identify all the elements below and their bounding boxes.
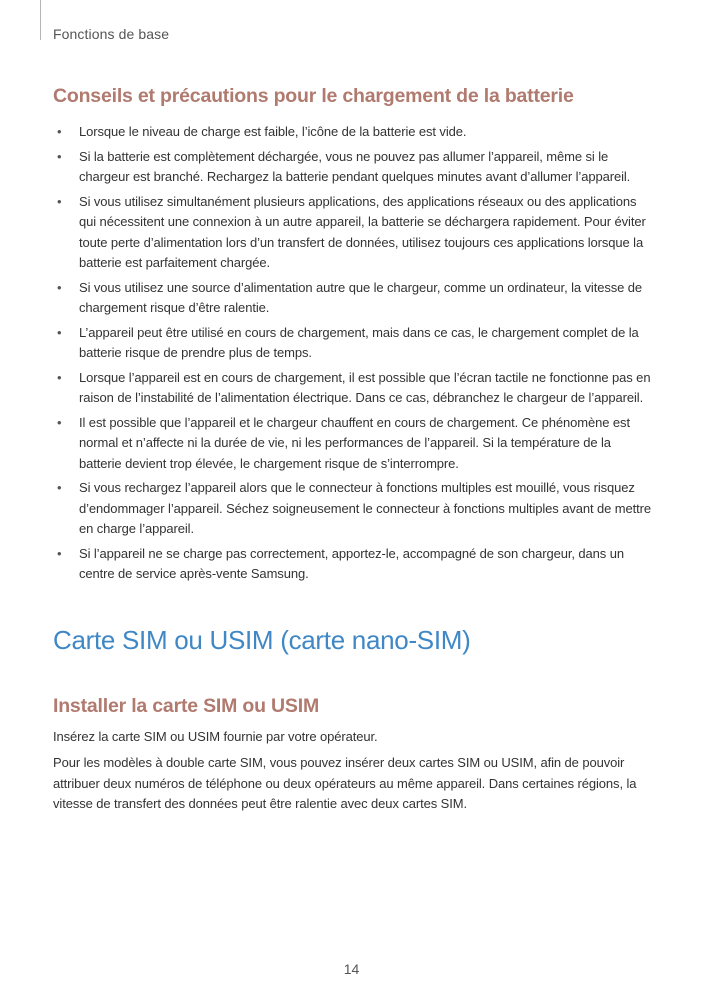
list-item	[53, 147, 653, 188]
page-content	[53, 83, 653, 815]
list-item	[53, 413, 653, 475]
bullet-icon: •	[57, 414, 62, 430]
page-number: 14	[343, 961, 360, 977]
bullet-icon: •	[57, 279, 62, 295]
section-title-sim-card: Carte SIM ou USIM (carte nano-SIM)	[53, 624, 471, 655]
header-rule	[40, 0, 41, 40]
running-header: Fonctions de base	[53, 26, 170, 42]
list-item	[53, 478, 653, 540]
list-item-text: Si l’appareil ne se charge pas correctement, apportez-le, accompagné de son chargeur, dans un centre de service après-vente Samsung.	[79, 545, 624, 581]
bullet-icon: •	[57, 545, 62, 561]
bullet-icon: •	[57, 148, 62, 164]
bullet-icon: •	[57, 369, 62, 385]
charging-tips-list	[53, 122, 653, 585]
list-item-text: L’appareil peut être utilisé en cours de chargement, mais dans ce cas, le chargement complet de la batterie risque de prendre plus de temps.	[79, 324, 639, 360]
subsection-title-install-sim: Installer la carte SIM ou USIM	[53, 694, 319, 717]
bullet-icon: •	[57, 193, 62, 209]
list-item-text: Il est possible que l’appareil et le chargeur chauffent en cours de chargement. Ce phénomène est normal et n’affecte ni la durée de vie, ni les performances de l’appareil. Si la température de la batterie devient trop élevée, le chargement risque de s’interrompre.	[79, 414, 630, 471]
paragraph: Insérez la carte SIM ou USIM fournie par votre opérateur.	[53, 728, 378, 744]
list-item-text: Si vous utilisez une source d’alimentation autre que le chargeur, comme un ordinateur, la vitesse de chargement risque d’être ralentie.	[79, 279, 643, 315]
bullet-icon: •	[57, 124, 62, 139]
bullet-icon: •	[57, 480, 62, 495]
paragraph: Pour les modèles à double carte SIM, vous pouvez insérer deux cartes SIM ou USIM, afin de pouvoir attribuer deux numéros de téléphone ou deux opérateurs au même appareil. Dans certaines régions, la vitesse de transfert des données peut être ralentie avec deux cartes SIM.	[53, 755, 637, 811]
list-item	[53, 544, 653, 585]
list-item	[53, 192, 653, 274]
list-item	[53, 368, 653, 409]
list-item-text: Lorsque le niveau de charge est faible, l’icône de la batterie est vide.	[79, 124, 467, 139]
bullet-icon: •	[57, 324, 62, 340]
list-item-text: Lorsque l’appareil est en cours de chargement, il est possible que l’écran tactile ne fonctionne pas en raison de l’instabilité de l’alimentation électrique. Dans ce cas, débranchez le chargeur de l’appareil.	[79, 369, 651, 405]
list-item-text: Si vous utilisez simultanément plusieurs applications, des applications réseaux ou des applications qui nécessitent une connexion à un autre appareil, la batterie se déchargera rapidement. Pour éviter toute perte d’alimentation lors d’un transfert de données, utilisez toujours ces applications lorsque la batterie est parfaitement chargée.	[79, 193, 646, 270]
list-item-text: Si la batterie est complètement déchargée, vous ne pouvez pas allumer l’appareil, même si le chargeur est branché. Rechargez la batterie pendant quelques minutes avant d’allumer l’appareil.	[79, 148, 631, 184]
section-title-charging-tips: Conseils et précautions pour le chargement de la batterie	[53, 85, 574, 107]
list-item	[53, 323, 653, 364]
list-item	[53, 122, 653, 143]
list-item-text: Si vous rechargez l’appareil alors que le connecteur à fonctions multiples est mouillé, vous risquez d’endommager l’appareil. Séchez soigneusement le connecteur à fonctions multiples avant de mettre en charge l’appareil.	[79, 480, 652, 536]
list-item	[53, 278, 653, 319]
